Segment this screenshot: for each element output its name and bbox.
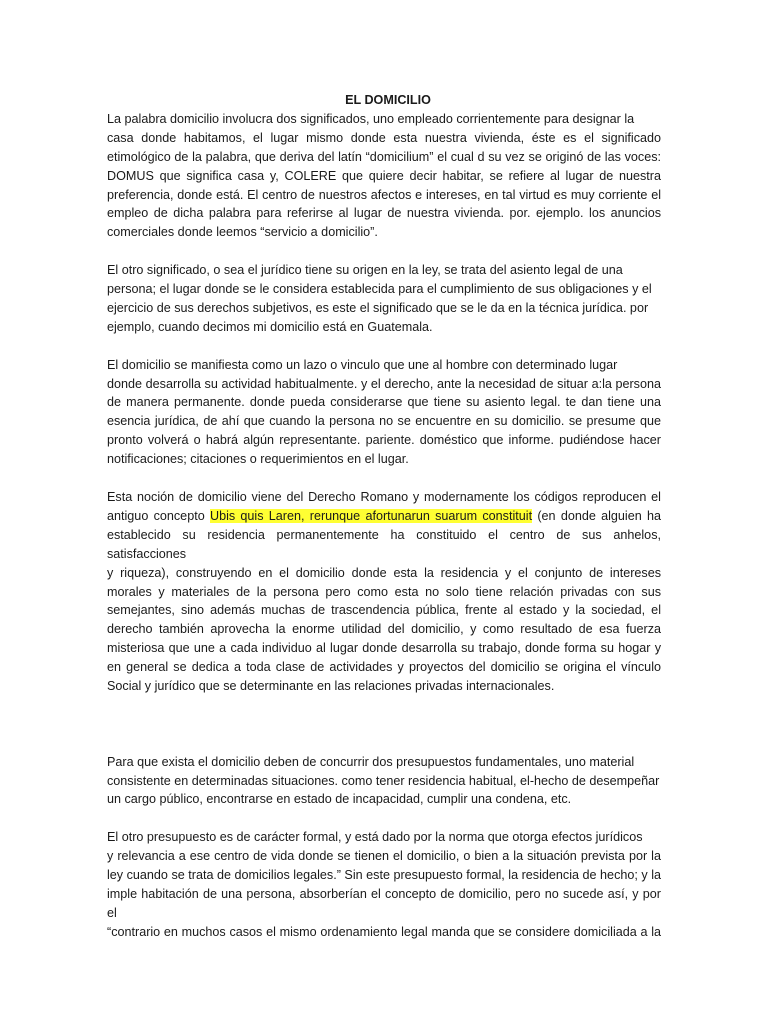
paragraph-roman-law xyxy=(107,488,661,696)
text-line: La palabra domicilio involucra dos significados, uno empleado corrientemente para designar la xyxy=(107,111,635,126)
text-line: de manera permanente. donde pueda considerarse que tiene su asiento legal. te dan tiene una xyxy=(107,395,661,410)
paragraph-formal-requirement xyxy=(107,828,661,941)
text-line: y riqueza), construyendo en el domicilio donde esta la residencia y el conjunto de intereses xyxy=(107,565,661,580)
highlighted-latin-phrase: Ubis quis Laren, rerunque afortunarun suarum constituit xyxy=(209,508,533,523)
text-line: misteriosa que une a cada individuo al lugar donde desarrolla su trabajo, donde forma su hogar y xyxy=(107,641,661,656)
text-line: Esta noción de domicilio viene del Derecho Romano y modernamente los códigos reproducen el xyxy=(107,489,661,504)
document-title: EL DOMICILIO xyxy=(345,93,431,107)
text-segment: (en donde alguien ha xyxy=(532,508,661,523)
text-line: DOMUS que significa casa y, COLERE que quiere decir habitar, se refiere al lugar de nuestra xyxy=(107,168,661,183)
text-line: morales y materiales de la persona pero como esta no solo tiene relación privadas con sus xyxy=(107,584,661,599)
text-line: derecho también aprovecha la enorme utilidad del domicilio, y como resultado de esa fuerza xyxy=(107,622,661,637)
text-line: Social y jurídico que se determinante en las relaciones privadas internacionales. xyxy=(107,679,555,694)
text-line: en general se dedica a toda clase de actividades y proyectos del domicilio se origina el vínculo xyxy=(107,660,661,675)
paragraph-meaning xyxy=(107,110,661,242)
text-line: empleo de dicha palabra para referirse al lugar de nuestra vivienda. por. ejemplo. los anuncios xyxy=(107,206,661,221)
text-line: pronto volverá o habrá algún representante. pariente. doméstico que informe. pudiéndose hacer xyxy=(107,433,661,448)
document-page xyxy=(107,91,661,942)
text-line: ley cuando se trata de domicilios legales.” Sin este presupuesto formal, la residencia de hecho; y la xyxy=(107,868,661,883)
paragraph-requirements xyxy=(107,753,661,810)
paragraph-bond xyxy=(107,356,661,469)
text-line: ejemplo, cuando decimos mi domicilio está en Guatemala. xyxy=(107,319,433,334)
text-line: ejercicio de sus derechos subjetivos, es este el significado que se le da en la técnica jurídica. por xyxy=(107,300,649,315)
text-line: establecido su residencia permanentemente ha constituido el centro de sus anhelos, satisfacciones xyxy=(107,527,661,561)
text-segment: antiguo concepto xyxy=(107,508,210,523)
text-line: semejantes, sino además muchas de trascendencia pública, frente al estado y la sociedad, el xyxy=(107,603,661,618)
text-line: el xyxy=(107,905,117,920)
paragraph-legal-meaning xyxy=(107,261,661,337)
text-line: comerciales donde leemos “servicio a domicilio”. xyxy=(107,225,378,240)
text-line: consistente en determinadas situaciones. como tener residencia habitual, el-hecho de desempeñar xyxy=(107,773,660,788)
text-line: y relevancia a ese centro de vida donde se tienen el domicilio, o bien a la situación prevista por la xyxy=(107,849,661,864)
text-line: esencia jurídica, de ahí que cuando la persona no se encuentre en su domicilio. se presume que xyxy=(107,414,661,429)
text-line: preferencia, donde está. El centro de nuestros afectos e intereses, en tal virtud es muy corriente el xyxy=(107,187,661,202)
text-line: notificaciones; citaciones o requerimientos en el lugar. xyxy=(107,452,409,467)
text-line: un cargo público, encontrarse en estado de incapacidad, cumplir una condena, etc. xyxy=(107,792,572,807)
text-line: Para que exista el domicilio deben de concurrir dos presupuestos fundamentales, uno material xyxy=(107,754,635,769)
text-line: “contrario en muchos casos el mismo ordenamiento legal manda que se considere domiciliada a la xyxy=(107,924,661,939)
text-line: El otro significado, o sea el jurídico tiene su origen en la ley, se trata del asiento legal de una xyxy=(107,263,623,278)
text-line: donde desarrolla su actividad habitualmente. y el derecho, ante la necesidad de situar a:la persona xyxy=(107,376,661,391)
text-line: El otro presupuesto es de carácter formal, y está dado por la norma que otorga efectos jurídicos xyxy=(107,830,643,845)
text-line: casa donde habitamos, el lugar mismo donde esta nuestra vivienda, éste es el significado xyxy=(107,130,661,145)
text-line: El domicilio se manifiesta como un lazo o vinculo que une al hombre con determinado lugar xyxy=(107,357,618,372)
text-line-with-highlight xyxy=(107,507,661,526)
text-line: etimológico de la palabra, que deriva del latín “domicilium” el cual d su vez se originó de las voces: xyxy=(107,149,661,164)
text-line: imple habitación de una persona, absorberían el concepto de domicilio, pero no sucede así, y por xyxy=(107,886,661,901)
text-line: persona; el lugar donde se le considera establecida para el cumplimiento de sus obligaciones y el xyxy=(107,282,652,297)
